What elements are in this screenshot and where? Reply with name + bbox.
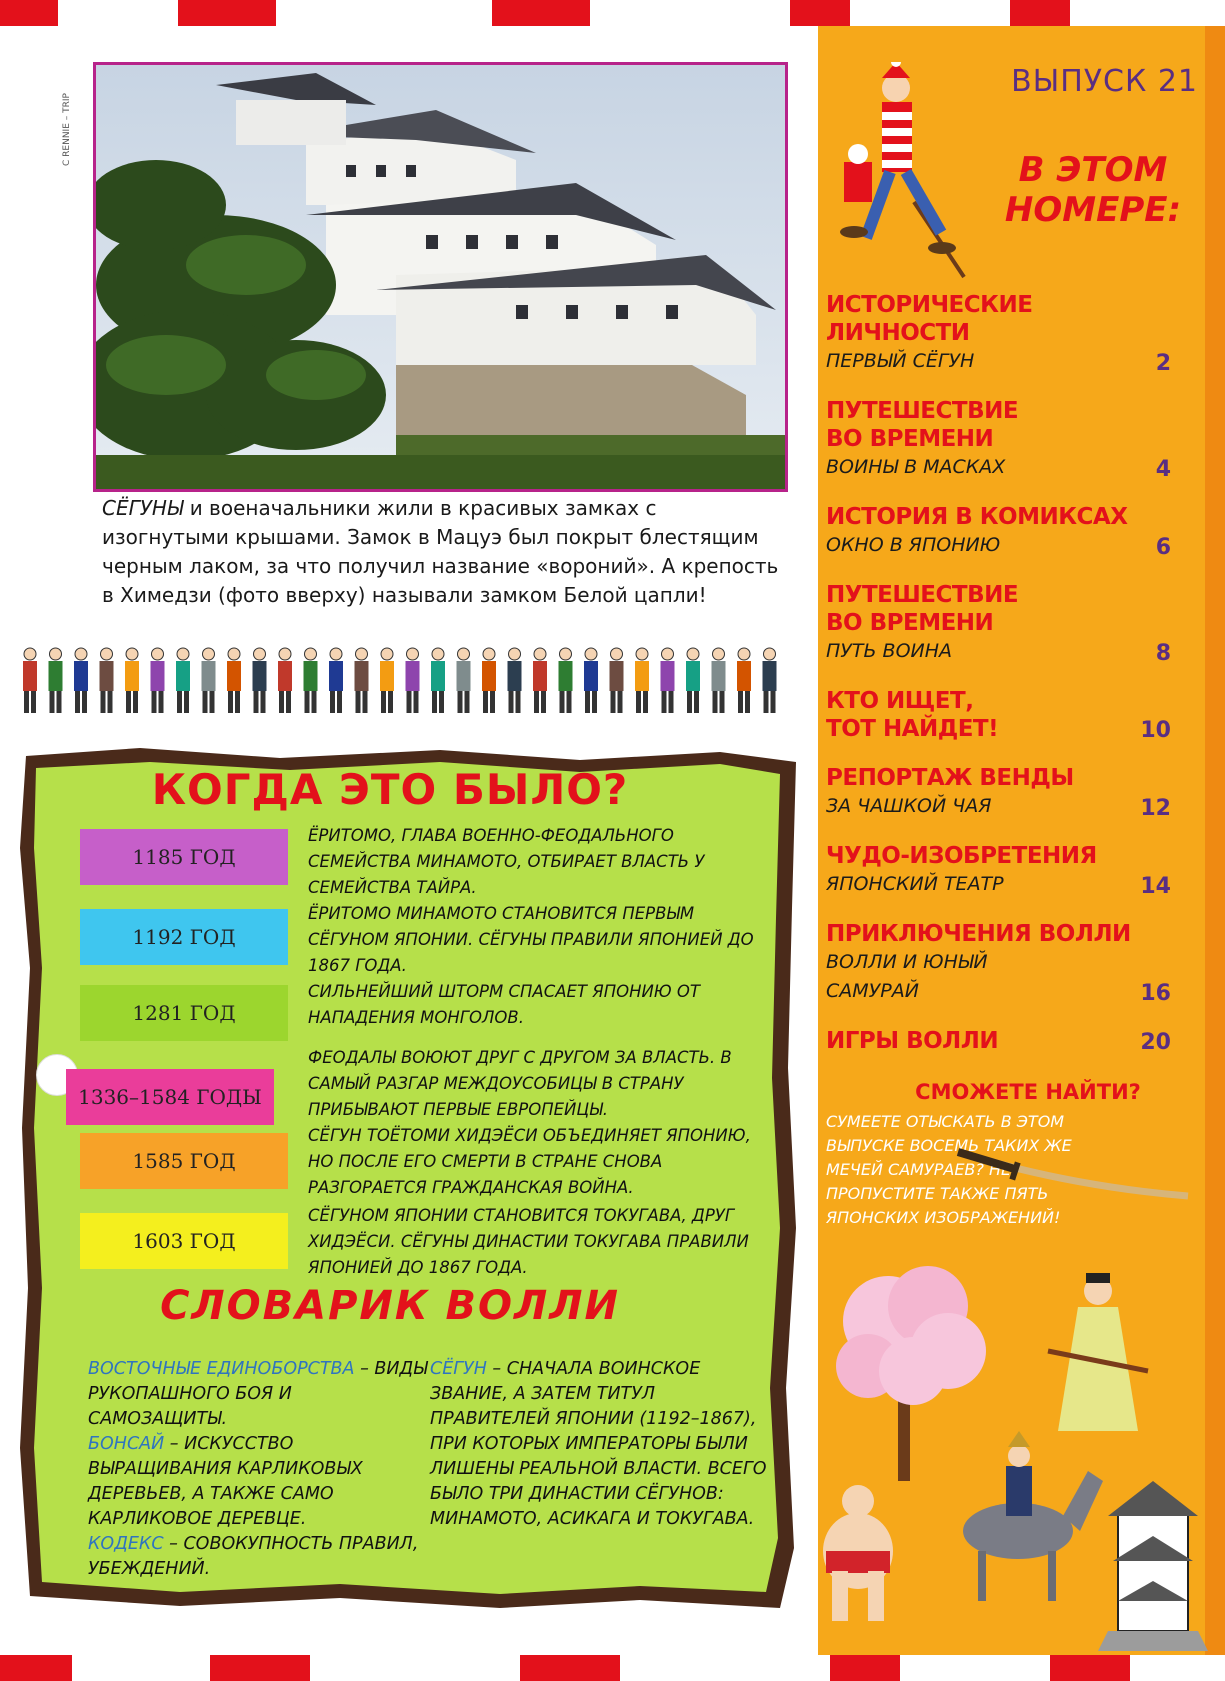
parade-figure-icon — [176, 648, 190, 713]
timeline-year-label: 1603 ГОД — [80, 1213, 288, 1269]
parade-figure-icon — [584, 648, 598, 713]
parade-figure-icon — [406, 648, 420, 713]
parade-figure-icon — [508, 648, 522, 713]
parade-figure-icon — [712, 648, 726, 713]
timeline-year-label: 1192 ГОД — [80, 909, 288, 965]
timeline-year-label: 1585 ГОД — [80, 1133, 288, 1189]
toc-page-number: 12 — [1140, 796, 1171, 821]
toc-section-title: ПУТЕШЕСТВИЕ ВО ВРЕМЕНИ — [826, 582, 1019, 636]
parade-figure-icon — [49, 648, 63, 713]
parade-figure-icon — [278, 648, 292, 713]
dictionary-term: КОДЕКС — [88, 1534, 164, 1554]
photo-credit: C RENNIE – TRIP — [62, 93, 72, 166]
bottom-border-stripes — [0, 1655, 1225, 1681]
toc-article-title: ВОИНЫ В МАСКАХ — [826, 456, 1006, 478]
parade-figure-icon — [355, 648, 369, 713]
wally-character-illustration — [824, 62, 974, 292]
dictionary-title: СЛОВАРИК ВОЛЛИ — [160, 1283, 620, 1329]
toc-section-title: ЧУДО-ИЗОБРЕТЕНИЯ — [826, 843, 1097, 869]
parade-figure-icon — [380, 648, 394, 713]
dictionary-definition: – СНАЧАЛА ВОИНСКОЕ ЗВАНИЕ, А ЗАТЕМ ТИТУЛ ПРАВИТЕЛЕЙ ЯПОНИИ (1192–1867), ПРИ КОТОРЫХ ИМПЕРАТОРЫ БЫЛИ ЛИШЕНЫ РЕАЛЬНОЙ ВЛАСТИ. ВСЕГО БЫЛО ТРИ ДИНАСТИИ СЁГУНОВ: МИНАМОТО, АСИКАГА И ТОКУГАВА. — [430, 1359, 767, 1529]
toc-article-title: ПЕРВЫЙ СЁГУН — [826, 350, 975, 372]
toc-entry[interactable] — [826, 503, 1171, 560]
toc-section-title: РЕПОРТАЖ ВЕНДЫ — [826, 765, 1074, 791]
toc-section-title: ИСТОРИЧЕСКИЕ ЛИЧНОСТИ — [826, 292, 1033, 346]
timeline-event-text: СЁГУН ТОЁТОМИ ХИДЭЁСИ ОБЪЕДИНЯЕТ ЯПОНИЮ, НО ПОСЛЕ ЕГО СМЕРТИ В СТРАНЕ СНОВА РАЗГОРАЕТСЯ ГРАЖДАНСКАЯ ВОЙНА. — [308, 1126, 751, 1197]
toc-page-number: 8 — [1155, 641, 1171, 666]
toc-entry[interactable] — [826, 842, 1171, 899]
parade-figure-icon — [74, 648, 88, 713]
toc-entry[interactable] — [826, 397, 1171, 482]
japan-illustrations — [818, 1251, 1218, 1651]
in-this-issue-heading: В ЭТОМ НОМЕРЕ: — [1004, 150, 1182, 230]
toc-entry[interactable] — [826, 764, 1171, 821]
find-challenge-title: СМОЖЕТЕ НАЙТИ? — [915, 1080, 1141, 1104]
parade-figure-icon — [737, 648, 751, 713]
toc-entry[interactable] — [826, 291, 1171, 376]
toc-article-title: ПУТЬ ВОИНА — [826, 640, 953, 662]
toc-page-number: 16 — [1140, 981, 1171, 1006]
dictionary-column-1 — [88, 1357, 428, 1582]
parade-figure-icon — [533, 648, 547, 713]
issue-number: ВЫПУСК 21 — [1011, 64, 1198, 99]
parade-figure-icon — [457, 648, 471, 713]
parade-figure-icon — [125, 648, 139, 713]
toc-article-title: ЯПОНСКИЙ ТЕАТР — [826, 873, 1004, 895]
toc-article-title: ЗА ЧАШКОЙ ЧАЯ — [826, 795, 992, 817]
parade-figure-icon — [304, 648, 318, 713]
timeline-event-text: ЁРИТОМО, ГЛАВА ВОЕННО-ФЕОДАЛЬНОГО СЕМЕЙСТВА МИНАМОТО, ОТБИРАЕТ ВЛАСТЬ У СЕМЕЙСТВА ТАЙРА. — [308, 826, 705, 897]
toc-section-title: ИСТОРИЯ В КОМИКСАХ — [826, 504, 1128, 530]
dictionary-definition: – ИСКУССТВО ВЫРАЩИВАНИЯ КАРЛИКОВЫХ ДЕРЕВЬЕВ, А ТАКЖЕ САМО КАРЛИКОВОЕ ДЕРЕВЦЕ. — [88, 1434, 363, 1529]
table-of-contents — [826, 291, 1171, 1076]
toc-page-number: 20 — [1140, 1030, 1171, 1055]
timeline-event-text: ФЕОДАЛЫ ВОЮЮТ ДРУГ С ДРУГОМ ЗА ВЛАСТЬ. В САМЫЙ РАЗГАР МЕЖДОУСОБИЦЫ В СТРАНУ ПРИБЫВАЮТ ПЕРВЫЕ ЕВРОПЕЙЦЫ. — [308, 1048, 732, 1119]
parade-figure-icon — [686, 648, 700, 713]
parade-figure-icon — [23, 648, 37, 713]
toc-page-number: 2 — [1155, 351, 1171, 376]
parade-figure-icon — [635, 648, 649, 713]
dictionary-definition: – ВИДЫ РУКОПАШНОГО БОЯ И САМОЗАЩИТЫ. — [88, 1359, 428, 1429]
timeline-event-text: СЁГУНОМ ЯПОНИИ СТАНОВИТСЯ ТОКУГАВА, ДРУГ ХИДЭЁСИ. СЁГУНЫ ДИНАСТИИ ТОКУГАВА ПРАВИЛИ ЯПОНИЕЙ ДО 1867 ГОДА. — [308, 1206, 749, 1277]
parade-figure-icon — [610, 648, 624, 713]
toc-section-title: ПРИКЛЮЧЕНИЯ ВОЛЛИ — [826, 921, 1131, 947]
timeline-event-text: СИЛЬНЕЙШИЙ ШТОРМ СПАСАЕТ ЯПОНИЮ ОТ НАПАДЕНИЯ МОНГОЛОВ. — [308, 982, 700, 1027]
parade-figure-icon — [151, 648, 165, 713]
parade-figure-icon — [253, 648, 267, 713]
parade-figure-icon — [661, 648, 675, 713]
contents-sidebar — [818, 26, 1225, 1655]
dictionary-term: СЁГУН — [430, 1359, 487, 1379]
timeline-year-label: 1281 ГОД — [80, 985, 288, 1041]
parade-figure-icon — [431, 648, 445, 713]
toc-article-title: ВОЛЛИ И ЮНЫЙ САМУРАЙ — [826, 951, 988, 1002]
timeline-event-text: ЁРИТОМО МИНАМОТО СТАНОВИТСЯ ПЕРВЫМ СЁГУНОМ ЯПОНИИ. СЁГУНЫ ПРАВИЛИ ЯПОНИЕЙ ДО 1867 ГОДА. — [308, 904, 754, 975]
toc-entry[interactable] — [826, 581, 1171, 666]
parade-figure-icon — [329, 648, 343, 713]
parade-figure-icon — [482, 648, 496, 713]
kimono-figure-icon — [1048, 1273, 1148, 1431]
parade-figure-icon — [559, 648, 573, 713]
find-challenge-text: СУМЕЕТЕ ОТЫСКАТЬ В ЭТОМ ВЫПУСКЕ ВОСЕМЬ ТАКИХ ЖЕ МЕЧЕЙ САМУРАЕВ? НЕ ПРОПУСТИТЕ ТАКЖЕ ПЯТЬ ЯПОНСКИХ ИЗОБРАЖЕНИЙ! — [826, 1112, 1072, 1227]
dictionary-term: ВОСТОЧНЫЕ ЕДИНОБОРСТВА — [88, 1359, 355, 1379]
toc-section-title: ПУТЕШЕСТВИЕ ВО ВРЕМЕНИ — [826, 398, 1019, 452]
samurai-sword-icon — [948, 1146, 1198, 1206]
history-figures-parade-illustration — [22, 640, 792, 720]
samurai-horse-icon — [963, 1431, 1103, 1601]
toc-page-number: 4 — [1155, 457, 1171, 482]
toc-entry[interactable] — [826, 920, 1171, 1006]
cherry-tree-icon — [836, 1266, 986, 1481]
parade-figure-icon — [227, 648, 241, 713]
timeline-year-label: 1336–1584 ГОДЫ — [66, 1069, 274, 1125]
toc-page-number: 10 — [1140, 718, 1171, 743]
toc-section-title: ИГРЫ ВОЛЛИ — [826, 1028, 999, 1054]
parade-figure-icon — [100, 648, 114, 713]
castle-photo — [93, 62, 788, 492]
parade-figure-icon — [763, 648, 777, 713]
toc-entry[interactable] — [826, 687, 1171, 743]
toc-entry[interactable] — [826, 1027, 1171, 1055]
castle-icon — [1098, 1481, 1208, 1651]
toc-page-number: 14 — [1140, 874, 1171, 899]
photo-caption: СЁГУНЫ и военачальники жили в красивых замках с изогнутыми крышами. Замок в Мацуэ был покрыт блестящим черным лаком, за что получил название «вороний». А крепость в Химедзи (фото вверху) называли замком Белой цапли! — [102, 496, 779, 607]
toc-page-number: 6 — [1155, 535, 1171, 560]
toc-article-title: ОКНО В ЯПОНИЮ — [826, 534, 1001, 556]
sumo-wrestler-icon — [823, 1485, 893, 1621]
parade-figure-icon — [202, 648, 216, 713]
timeline-title: КОГДА ЭТО БЫЛО? — [151, 765, 629, 814]
dictionary-definition: – СОВОКУПНОСТЬ ПРАВИЛ, УБЕЖДЕНИЙ. — [88, 1534, 419, 1579]
dictionary-column-2 — [430, 1357, 770, 1532]
toc-section-title: КТО ИЩЕТ, ТОТ НАЙДЕТ! — [826, 688, 999, 742]
top-border-stripes — [0, 0, 1225, 26]
dictionary-term: БОНСАЙ — [88, 1434, 165, 1454]
timeline-year-label: 1185 ГОД — [80, 829, 288, 885]
